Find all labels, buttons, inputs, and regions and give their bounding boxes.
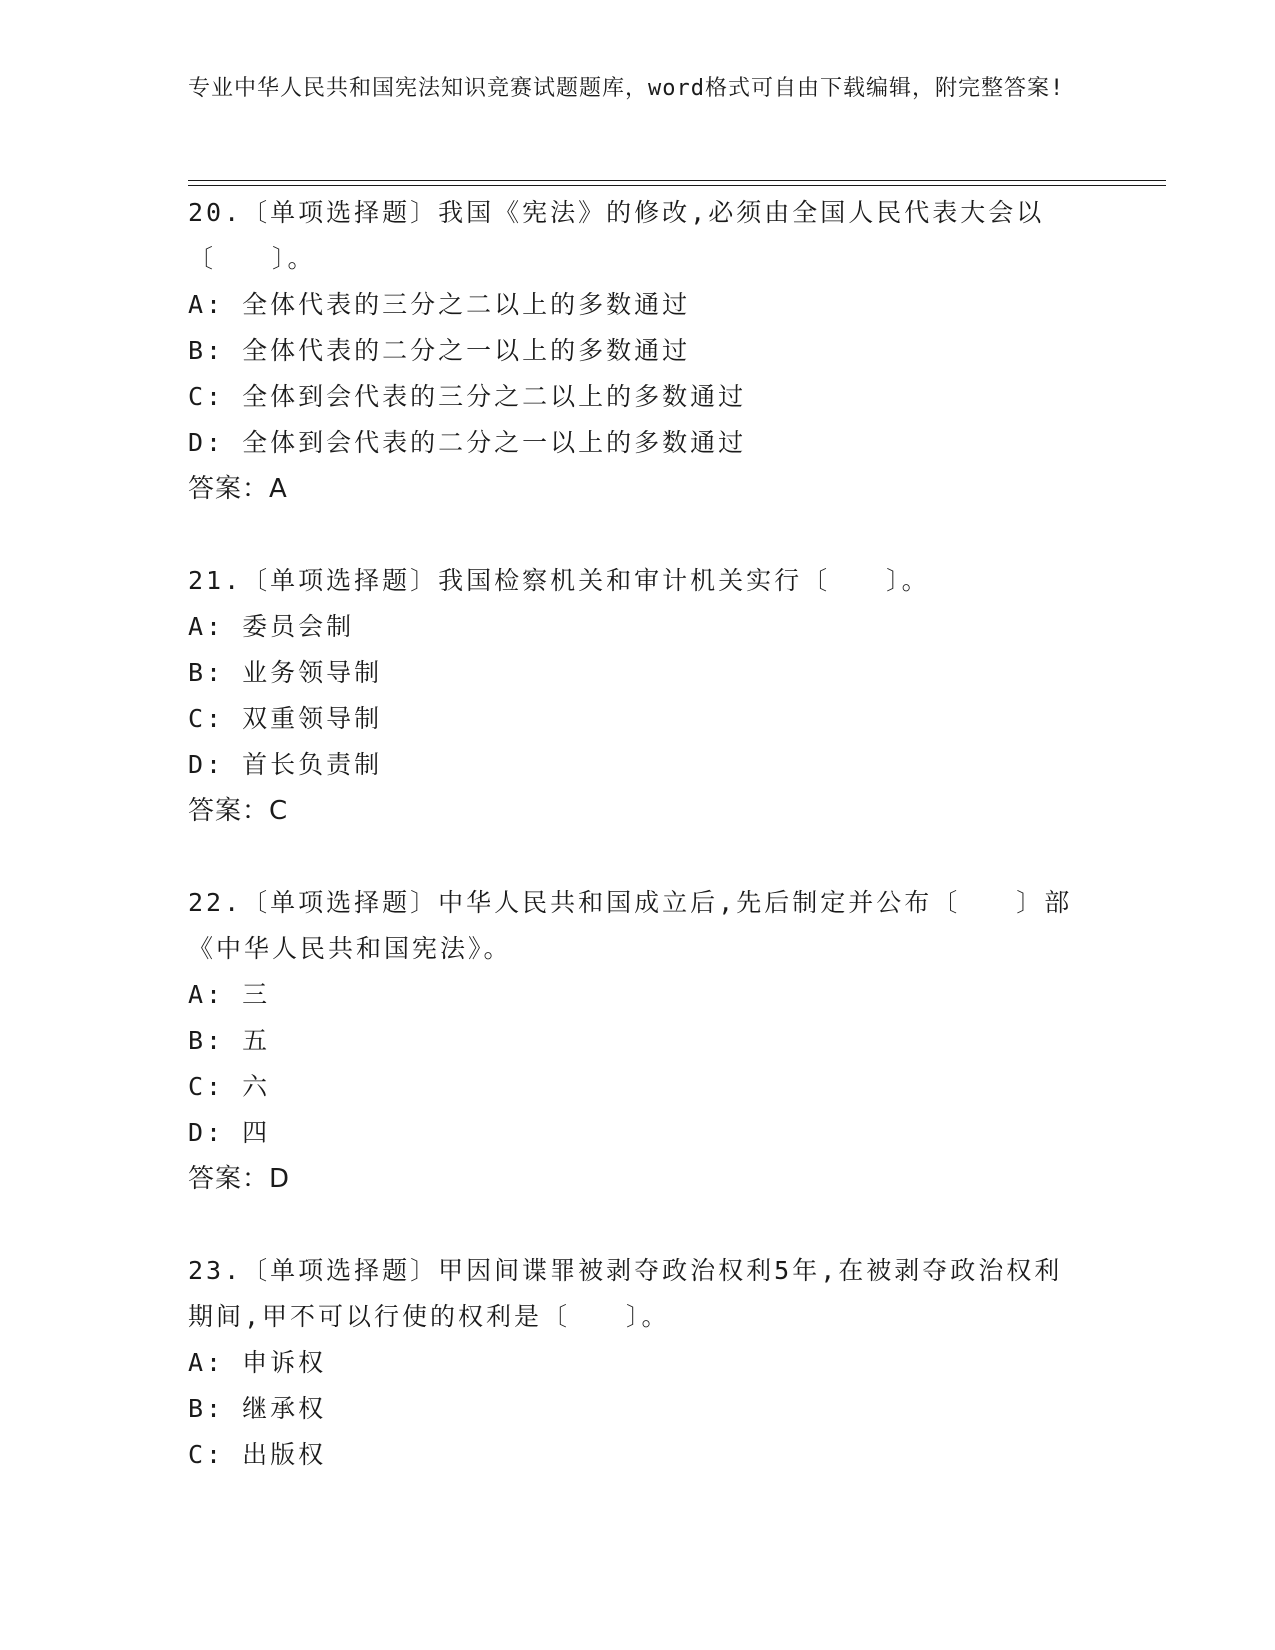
option-d: D: 四 <box>188 1118 271 1147</box>
option-b: B: 五 <box>188 1026 271 1055</box>
option-list <box>188 972 1088 1156</box>
document-header <box>188 72 1088 105</box>
option-list <box>188 282 1088 466</box>
option-list <box>188 1340 1088 1478</box>
option-a: A: 全体代表的三分之二以上的多数通过 <box>188 290 691 319</box>
question-20 <box>188 190 1088 512</box>
answer-line: 答案：C <box>188 796 289 826</box>
question-text: 22.〔单项选择题〕中华人民共和国成立后,先后制定并公布〔 〕部《中华人民共和国宪法》。 <box>188 888 1073 963</box>
question-text: 23.〔单项选择题〕甲因间谍罪被剥夺政治权利5年,在被剥夺政治权利期间,甲不可以行使的权利是〔 〕。 <box>188 1256 1063 1331</box>
question-22 <box>188 880 1088 1202</box>
option-b: B: 全体代表的二分之一以上的多数通过 <box>188 336 691 365</box>
option-c: C: 全体到会代表的三分之二以上的多数通过 <box>188 382 747 411</box>
option-d: D: 全体到会代表的二分之一以上的多数通过 <box>188 428 747 457</box>
option-b: B: 继承权 <box>188 1394 327 1423</box>
option-c: C: 双重领导制 <box>188 704 383 733</box>
question-21 <box>188 558 1088 834</box>
option-c: C: 出版权 <box>188 1440 327 1469</box>
option-c: C: 六 <box>188 1072 271 1101</box>
header-double-rule <box>188 180 1166 186</box>
question-list <box>188 190 1088 1524</box>
header-intro-text: 专业中华人民共和国宪法知识竞赛试题题库，word格式可自由下载编辑，附完整答案! <box>188 76 1065 101</box>
option-a: A: 申诉权 <box>188 1348 327 1377</box>
question-text: 21.〔单项选择题〕我国检察机关和审计机关实行〔 〕。 <box>188 566 930 595</box>
question-23 <box>188 1248 1088 1478</box>
question-text: 20.〔单项选择题〕我国《宪法》的修改,必须由全国人民代表大会以〔 〕。 <box>188 198 1045 273</box>
option-d: D: 首长负责制 <box>188 750 383 779</box>
option-b: B: 业务领导制 <box>188 658 383 687</box>
answer-line: 答案：D <box>188 1164 291 1194</box>
answer-line: 答案：A <box>188 474 288 504</box>
option-list <box>188 604 1088 788</box>
option-a: A: 三 <box>188 980 271 1009</box>
option-a: A: 委员会制 <box>188 612 355 641</box>
